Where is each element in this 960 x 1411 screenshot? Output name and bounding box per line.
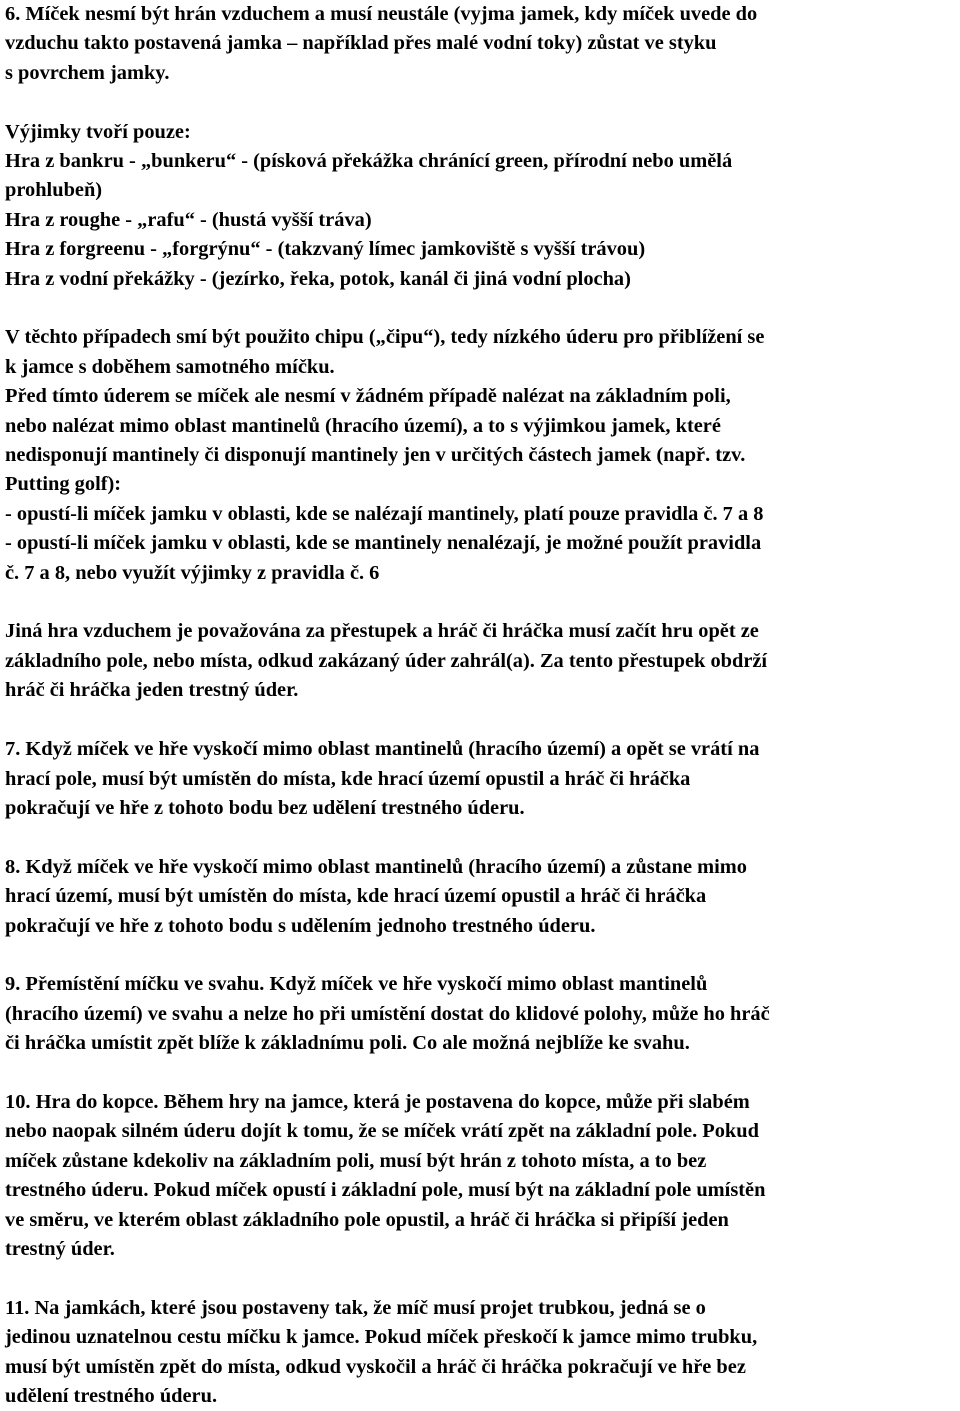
text-line: Výjimky tvoří pouze: [5,120,191,143]
text-line: s povrchem jamky. [5,61,170,84]
paragraph-gap [5,706,957,735]
paragraph-gap [5,88,957,117]
text-line: (hracího území) ve svahu a nelze ho při umístění dostat do klidové polohy, může ho hráč [5,1002,770,1025]
text-line: hráč či hráčka jeden trestný úder. [5,679,299,702]
rule-6-paragraph [5,0,957,88]
paragraph-gap [5,588,957,617]
exceptions-paragraph [5,118,957,294]
text-line: Hra z bankru - „bunkeru“ - (písková překážka chránící green, přírodní nebo umělá [5,150,733,173]
text-line: k jamce s doběhem samotného míčku. [5,355,335,378]
text-line: nebo nalézat mimo oblast mantinelů (hracího území), a to s výjimkou jamek, které [5,414,721,437]
text-line: 10. Hra do kopce. Během hry na jamce, která je postavena do kopce, může při slabém [5,1090,750,1113]
paragraph-gap [5,294,957,323]
text-line: Hra z vodní překážky - (jezírko, řeka, potok, kanál či jiná vodní plocha) [5,267,631,290]
text-line: trestný úder. [5,1237,115,1260]
text-line: musí být umístěn zpět do místa, odkud vyskočil a hráč či hráčka pokračují ve hře bez [5,1355,746,1378]
text-line: či hráčka umístit zpět blíže k základnímu poli. Co ale možná nejblíže ke svahu. [5,1032,690,1055]
text-line: hrací území, musí být umístěn do místa, kde hrací území opustil a hráč či hráčka [5,885,707,908]
text-line: Putting golf): [5,473,122,496]
paragraph-gap [5,1059,957,1088]
text-line: V těchto případech smí být použito chipu („čipu“), tedy nízkého úderu pro přiblížení se [5,326,765,349]
text-line: Před tímto úderem se míček ale nesmí v žádném případě nalézat na základním poli, [5,385,731,408]
rule-11-paragraph [5,1294,957,1411]
text-line: vzduchu takto postavená jamka – například přes malé vodní toky) zůstat ve styku [5,32,717,55]
text-line: 11. Na jamkách, které jsou postaveny tak, že míč musí projet trubkou, jedná se o [5,1296,706,1319]
text-line: č. 7 a 8, nebo využít výjimky z pravidla č. 6 [5,561,380,584]
text-line: Hra z forgreenu - „forgrýnu“ - (takzvaný límec jamkoviště s vyšší trávou) [5,238,646,261]
text-line: udělení trestného úderu. [5,1384,218,1407]
text-line: nedisponují mantinely či disponují mantinely jen v určitých částech jamek (např. tzv. [5,444,746,467]
text-line: základního pole, nebo místa, odkud zakázaný úder zahrál(a). Za tento přestupek obdrží [5,649,768,672]
text-line: jedinou uznatelnou cestu míčku k jamce. Pokud míček přeskočí k jamce mimo trubku, [5,1326,758,1349]
text-line: pokračují ve hře z tohoto bodu s udělením jednoho trestného úderu. [5,914,596,937]
text-line: prohlubeň) [5,179,103,202]
paragraph-gap [5,823,957,852]
chip-paragraph [5,323,957,588]
text-line: Jiná hra vzduchem je považována za přestupek a hráč či hráčka musí začít hru opět ze [5,620,759,643]
text-line: 6. Míček nesmí být hrán vzduchem a musí neustále (vyjma jamek, kdy míček uvede do [5,3,758,25]
rule-7-paragraph [5,735,957,823]
text-line: 7. Když míček ve hře vyskočí mimo oblast mantinelů (hracího území) a opět se vrátí na [5,738,760,761]
text-line: ve směru, ve kterém oblast základního pole opustil, a hráč či hráčka si připíší jeden [5,1208,729,1231]
text-line: míček zůstane kdekoliv na základním poli, musí být hrán z tohoto místa, a to bez [5,1149,707,1172]
paragraph-gap [5,941,957,970]
rule-9-paragraph [5,970,957,1058]
text-line: 9. Přemístění míčku ve svahu. Když míček ve hře vyskočí mimo oblast mantinelů [5,973,708,996]
document-page [5,0,957,1411]
text-line: pokračují ve hře z tohoto bodu bez udělení trestného úderu. [5,796,525,819]
text-line: hrací pole, musí být umístěn do místa, kde hrací území opustil a hráč či hráčka [5,767,691,790]
text-line: - opustí-li míček jamku v oblasti, kde se nalézají mantinely, platí pouze pravidla č. 7 a 8 [5,502,764,525]
text-line: Hra z roughe - „rafu“ - (hustá vyšší tráva) [5,208,372,231]
rule-10-paragraph [5,1088,957,1264]
text-line: 8. Když míček ve hře vyskočí mimo oblast mantinelů (hracího území) a zůstane mimo [5,855,747,878]
text-line: trestného úderu. Pokud míček opustí i základní pole, musí být na základní pole umístěn [5,1179,766,1202]
rule-8-paragraph [5,853,957,941]
text-line: - opustí-li míček jamku v oblasti, kde se mantinely nenalézají, je možné použít pravidla [5,532,762,555]
text-line: nebo naopak silném úderu dojít k tomu, že se míček vrátí zpět na základní pole. Pokud [5,1120,759,1143]
air-play-penalty-paragraph [5,617,957,705]
paragraph-gap [5,1264,957,1293]
